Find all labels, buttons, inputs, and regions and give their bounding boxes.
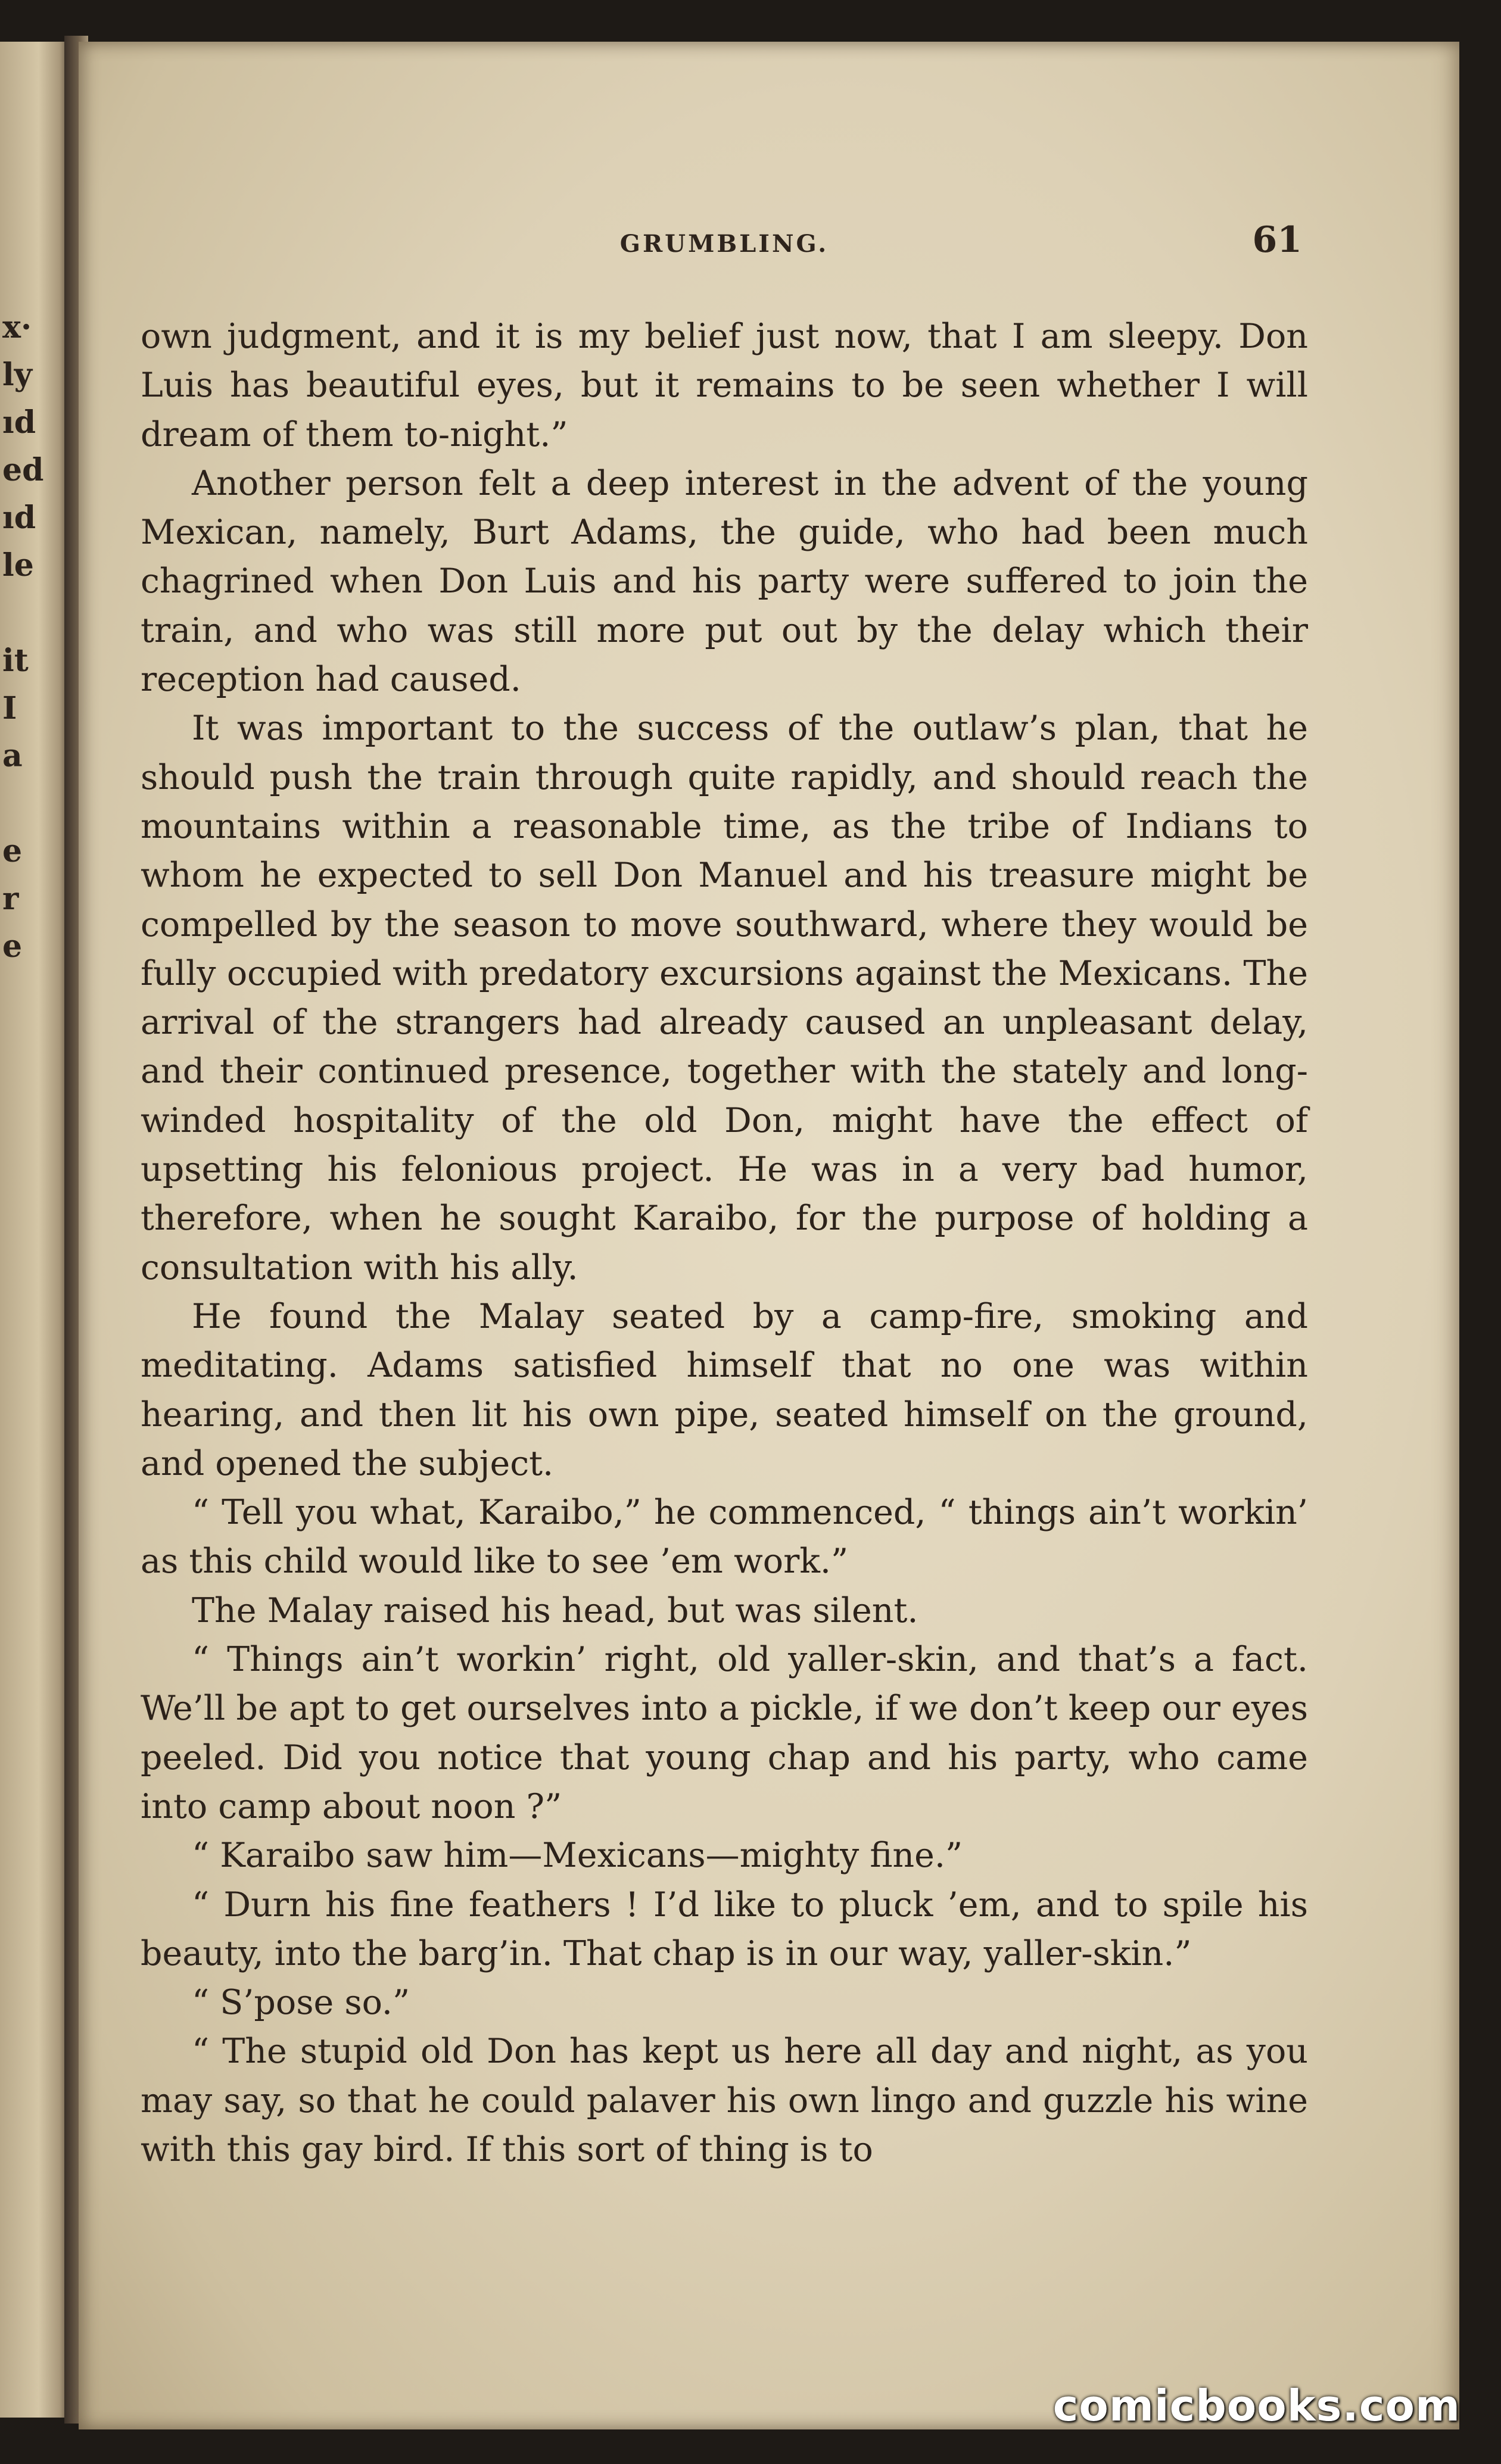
facing-fragment: e — [2, 928, 23, 965]
facing-fragment — [2, 590, 62, 637]
facing-page-text-fragments — [2, 304, 62, 971]
paragraph: “ S’pose so.” — [192, 1983, 410, 2023]
running-title: GRUMBLING. — [619, 230, 829, 258]
paragraph: “ The stupid old Don has kept us here all day and night, as you may say, so that he could palaver his own lingo and guzzle his wine with this gay bird. If this sort of thing is to — [141, 2032, 1308, 2169]
paragraph: It was important to the success of the outlaw’s plan, that he should push the train through quite rapidly, and should reach the mountains within a reasonable time, as the tribe of Indians to whom he expected to sell Don Manuel and his treasure might be compelled by the season to move southward, where they would be fully occupied with predatory excursions against the Mexicans. The arrival of the strangers had already caused an unpleasant delay, and their continued presence, together with the stately and long-winded hospitality of the old Don, might have the effect of upsetting his felonious project. He was in a very bad humor, therefore, when he sought Karaibo, for the purpose of holding a consultation with his ally. — [141, 709, 1308, 1287]
facing-fragment: I — [2, 690, 17, 726]
paragraph: “ Durn his fine feathers ! I’d like to pluck ’em, and to spile his beauty, into the barg’in. That chap is in our way, yaller-skin.” — [141, 1885, 1308, 1973]
paragraph: He found the Malay seated by a camp-fire, smoking and meditating. Adams satisfied himself that no one was within hearing, and then lit his own pipe, seated himself on the ground, and opened the subject. — [141, 1296, 1308, 1483]
paragraph: own judgment, and it is my belief just now, that I am sleepy. Don Luis has beautiful eyes, but it remains to be seen whether I will dream of them to-night.” — [141, 317, 1308, 454]
site-watermark: comicbooks.com — [1052, 2381, 1460, 2431]
facing-fragment: r — [2, 881, 19, 917]
body-text — [141, 312, 1308, 2174]
facing-fragment: le — [2, 547, 34, 584]
facing-fragment: x· — [2, 309, 32, 345]
paragraph: The Malay raised his head, but was silent. — [192, 1590, 918, 1630]
paragraph: Another person felt a deep interest in the advent of the young Mexican, namely, Burt Adams, the guide, who had been much chagrined when Don Luis and his party were suffered to join the train, and who was still more put out by the delay which their reception had caused. — [141, 463, 1308, 700]
facing-fragment: a — [2, 738, 23, 774]
facing-fragment: ıd — [2, 500, 36, 536]
facing-page-edge — [0, 42, 70, 2418]
facing-fragment: it — [2, 642, 29, 679]
facing-fragment: ed — [2, 452, 44, 488]
facing-fragment: ly — [2, 357, 32, 393]
book-page — [79, 42, 1459, 2429]
page-number: 61 — [1252, 219, 1302, 261]
paragraph: “ Tell you what, Karaibo,” he commenced, “ things ain’t workin’ as this child would like to see ’em work.” — [141, 1493, 1308, 1582]
facing-fragment: e — [2, 833, 23, 869]
paragraph: “ Karaibo saw him—Mexicans—mighty fine.” — [192, 1836, 963, 1876]
paragraph: “ Things ain’t workin’ right, old yaller-skin, and that’s a fact. We’ll be apt to get ourselves into a pickle, if we don’t keep our eyes peeled. Did you notice that young chap and his party, who came into camp about noon ?” — [141, 1640, 1308, 1826]
facing-fragment: ıd — [2, 404, 36, 441]
facing-fragment — [2, 780, 62, 828]
running-header — [141, 180, 1308, 261]
page-content — [141, 180, 1308, 2169]
